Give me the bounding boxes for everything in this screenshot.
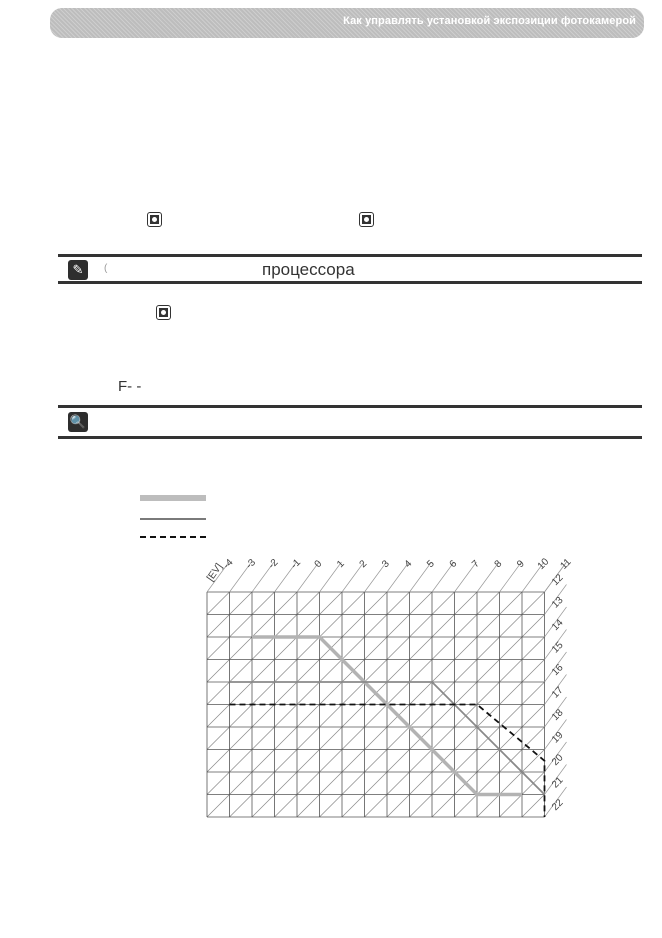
diagonal-grid-line	[567, 592, 662, 817]
legend-dashed-line	[140, 536, 206, 538]
y-tick-label: 20	[549, 752, 566, 769]
x-tick-label: 3	[380, 558, 392, 571]
legend-thin-line	[140, 518, 206, 520]
x-tick-label: 8	[492, 558, 505, 571]
x-tick-label: -4	[221, 557, 236, 572]
diagonal-grid-line	[5, 592, 230, 817]
x-tick-label: 5	[425, 558, 437, 571]
camera-icon	[360, 213, 373, 226]
x-tick-label: 1	[335, 558, 347, 571]
y-tick-label: 13	[549, 594, 566, 611]
x-tick-label: -2	[266, 557, 281, 572]
y-tick-label: 17	[549, 684, 566, 701]
magnifier-tip-icon: 🔍	[68, 412, 88, 432]
note-title: процессора	[262, 260, 355, 279]
x-tick-label: 6	[447, 558, 460, 571]
x-tick-label: 7	[470, 558, 482, 571]
diagonal-grid-line	[635, 592, 662, 817]
x-tick-label: -1	[288, 557, 304, 572]
x-tick-label: 0	[312, 558, 325, 571]
diagonal-grid-line	[612, 592, 662, 817]
page-header-title: Как управлять установкой экспозиции фотокамерой	[343, 15, 636, 27]
note-mark: (	[104, 263, 108, 274]
y-tick-label: 14	[549, 617, 566, 634]
y-tick-label: 19	[549, 729, 566, 746]
x-tick-label: 9	[515, 558, 527, 571]
diagonal-grid-line	[657, 592, 662, 817]
f-label: F- -	[118, 378, 142, 395]
y-tick-label: 22	[549, 797, 566, 814]
page-header-bar	[50, 8, 644, 38]
x-tick-label: -3	[243, 557, 259, 572]
x-tick-label: 4	[402, 558, 415, 571]
y-tick-label: 16	[549, 662, 566, 679]
note-bar-processor	[58, 254, 642, 284]
legend-thick-line	[140, 495, 206, 501]
y-tick-label: 18	[549, 707, 566, 724]
diagonal-grid-line	[590, 592, 662, 817]
y-tick-label: 12	[549, 572, 566, 589]
y-tick-label: 21	[549, 774, 566, 791]
camera-icon	[157, 306, 170, 319]
exposure-chart	[195, 548, 575, 814]
x-tick-label: 2	[357, 558, 370, 571]
note-bar-tip	[58, 405, 642, 439]
diagonal-grid-line	[0, 592, 207, 817]
pencil-note-icon: ✎	[68, 260, 88, 280]
x-tick-label: 11	[558, 556, 574, 572]
y-tick-label: 15	[549, 639, 566, 656]
camera-icon	[148, 213, 161, 226]
x-tick-label: 10	[535, 556, 552, 573]
ev-axis-label: [EV]	[205, 561, 225, 584]
